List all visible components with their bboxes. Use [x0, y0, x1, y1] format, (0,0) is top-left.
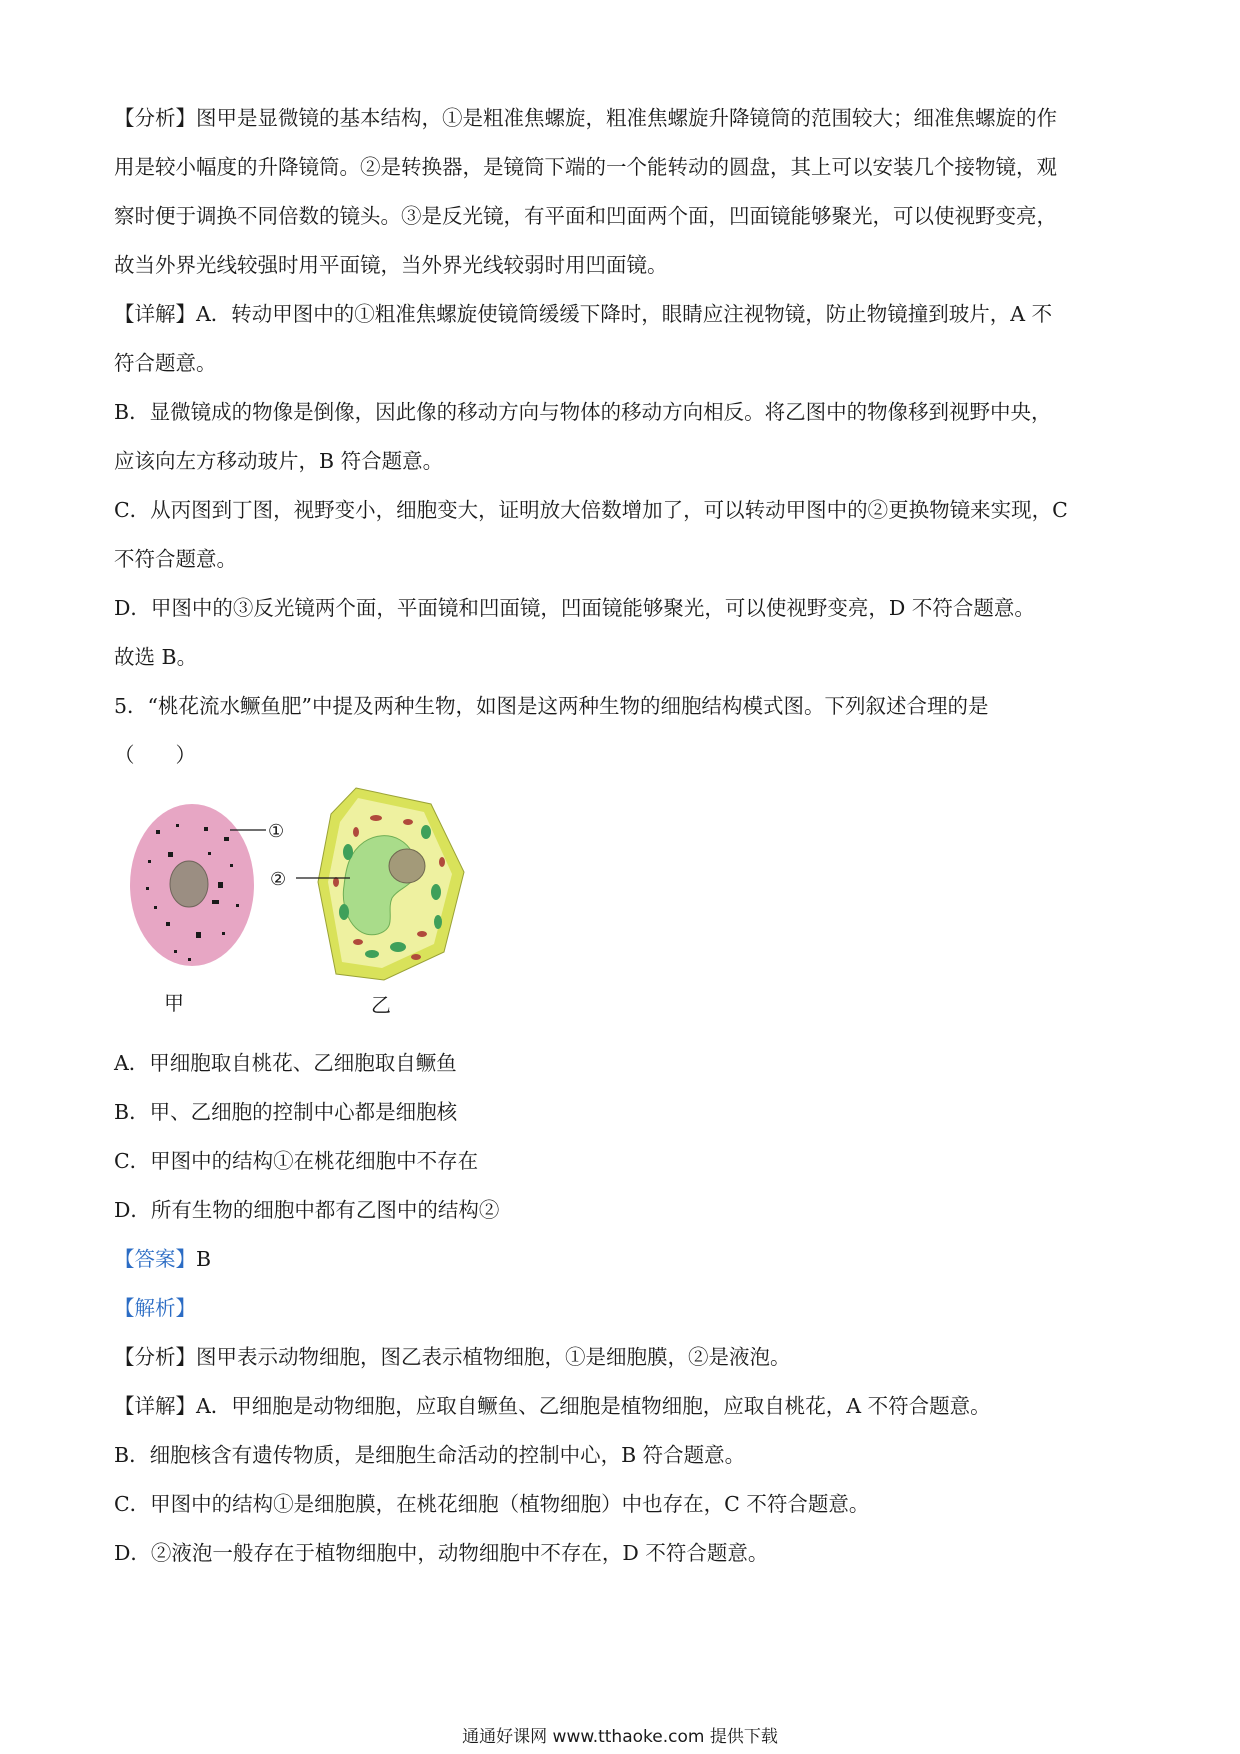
cell-diagram-svg	[126, 782, 546, 1022]
q4-analysis-line-3: 察时便于调换不同倍数的镜头。③是反光镜，有平面和凹面两个面，凹面镜能够聚光，可以使视野变亮，	[114, 204, 1057, 228]
marker-2: ②	[270, 869, 287, 890]
q4-conclusion: 故选 B。	[114, 645, 198, 669]
plant-cell	[270, 788, 464, 1017]
q5-option-b: B．甲、乙细胞的控制中心都是细胞核	[114, 1100, 458, 1124]
q4-detail-line-5: C．从丙图到丁图，视野变小，细胞变大，证明放大倍数增加了，可以转动甲图中的②更换物镜来实现，C	[114, 498, 1068, 522]
animal-cell	[130, 804, 287, 1015]
label-jia: 甲	[164, 991, 184, 1015]
q5-option-d: D．所有生物的细胞中都有乙图中的结构②	[114, 1198, 500, 1222]
answer-value: B	[196, 1247, 212, 1271]
q4-detail-line-7: D．甲图中的③反光镜两个面，平面镜和凹面镜，凹面镜能够聚光，可以使视野变亮，D 不符合题意。	[114, 596, 1035, 620]
q4-analysis-line-4: 故当外界光线较强时用平面镜，当外界光线较弱时用凹面镜。	[114, 253, 668, 277]
q4-detail-line-6: 不符合题意。	[114, 547, 237, 571]
q5-stem-bracket: （ ）	[114, 743, 196, 767]
q4-detail-line-4: 应该向左方移动玻片，B 符合题意。	[114, 449, 444, 473]
q4-analysis-line-2: 用是较小幅度的升降镜筒。②是转换器，是镜筒下端的一个能转动的圆盘，其上可以安装几个接物镜，观	[114, 155, 1057, 179]
q5-stem: 5．“桃花流水鳜鱼肥”中提及两种生物，如图是这两种生物的细胞结构模式图。下列叙述合理的是	[114, 694, 989, 718]
q5-option-c: C．甲图中的结构①在桃花细胞中不存在	[114, 1149, 479, 1173]
q4-analysis-line-1: 【分析】图甲是显微镜的基本结构，①是粗准焦螺旋，粗准焦螺旋升降镜筒的范围较大；细准焦螺旋的作	[114, 106, 1057, 130]
cell-figure	[126, 782, 546, 1022]
q5-detail-line-3: C．甲图中的结构①是细胞膜，在桃花细胞（植物细胞）中也存在，C 不符合题意。	[114, 1492, 870, 1516]
answer-label: 【答案】	[114, 1247, 196, 1271]
q5-detail-line-2: B．细胞核含有遗传物质，是细胞生命活动的控制中心，B 符合题意。	[114, 1443, 746, 1467]
marker-1: ①	[268, 821, 285, 842]
q5-jiexi-label: 【解析】	[114, 1296, 196, 1320]
animal-cell-nucleus	[170, 861, 208, 907]
q4-detail-line-3: B．显微镜成的物像是倒像，因此像的移动方向与物体的移动方向相反。将乙图中的物像移到视野中央，	[114, 400, 1052, 424]
q5-detail-line-1: 【详解】A．甲细胞是动物细胞，应取自鳜鱼、乙细胞是植物细胞，应取自桃花，A 不符合题意。	[114, 1394, 991, 1418]
q5-detail-line-4: D．②液泡一般存在于植物细胞中，动物细胞中不存在，D 不符合题意。	[114, 1541, 769, 1565]
plant-cell-nucleus	[389, 849, 425, 883]
q4-detail-line-2: 符合题意。	[114, 351, 217, 375]
q5-analysis: 【分析】图甲表示动物细胞，图乙表示植物细胞，①是细胞膜，②是液泡。	[114, 1345, 791, 1369]
page-footer: 通通好课网 www.tthaoke.com 提供下载	[462, 1727, 778, 1747]
q5-answer	[114, 1244, 211, 1274]
q4-detail-line-1: 【详解】A．转动甲图中的①粗准焦螺旋使镜筒缓缓下降时，眼睛应注视物镜，防止物镜撞到玻片，A 不	[114, 302, 1053, 326]
label-yi: 乙	[371, 993, 391, 1017]
q5-option-a: A．甲细胞取自桃花、乙细胞取自鳜鱼	[114, 1051, 457, 1075]
